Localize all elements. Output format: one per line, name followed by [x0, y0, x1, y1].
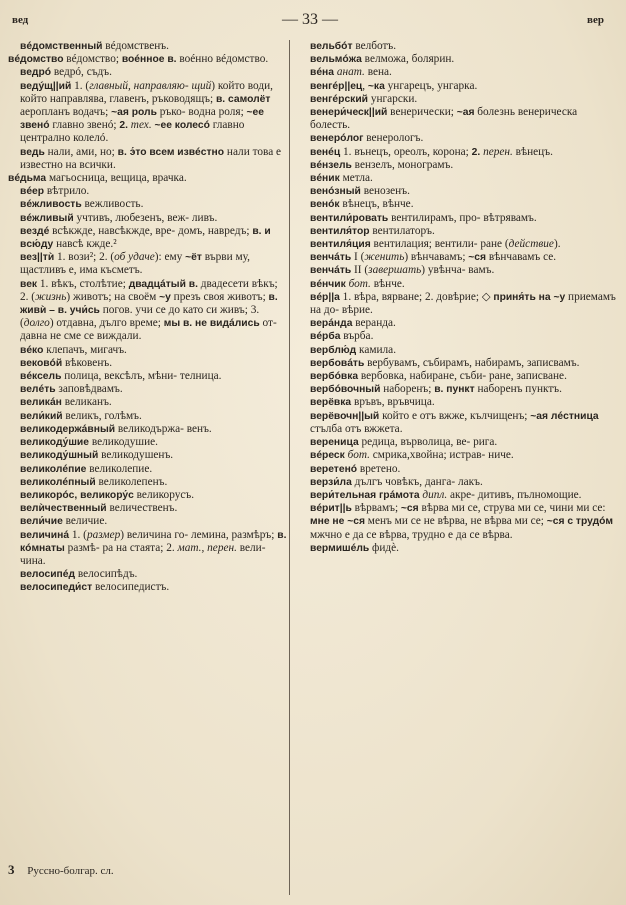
- dictionary-entry: вéжливый учтивъ, любезенъ, веж- ливъ.: [20, 211, 218, 224]
- dictionary-entry: ведýщ||ий 1. (главный, направляю- щий) който води, който направлява, главенъ, ръководящъ; в. самолёт аеропланъ водачъ; ~ая роль ръко- водна роля; ~ее звенó главно звенó; 2. тех. ~ее колесó главно централно колелó.: [20, 79, 273, 145]
- dictionary-entry: венчáть I (женить) вѣнчавамъ; ~ся вѣнчавамъ се.: [310, 251, 557, 264]
- dictionary-entry: вельбóт велботъ.: [310, 40, 397, 52]
- dictionary-entry: вездé всѣкжде, навсѣкжде, вре- домъ, навредъ; в. и вcю́ду навсѣ кжде.²: [20, 224, 271, 251]
- dictionary-entry: венóзный венозенъ.: [310, 185, 410, 198]
- dictionary-entry: вéер вѣтрило.: [20, 185, 90, 198]
- page-footer: [8, 862, 114, 878]
- dictionary-entry: веретенó вретено.: [310, 462, 401, 475]
- dictionary-entry: венóк вѣнецъ, вѣнче.: [310, 198, 414, 211]
- dictionary-entry: вез||тѝ 1. вози²; 2. (об удаче): ему ~ёт върви му, щастливъ е, има късметъ.: [20, 251, 250, 277]
- dictionary-entry: вéжливость вежливость.: [20, 198, 144, 211]
- page-number: — 33 —: [282, 11, 338, 28]
- dictionary-entry: великáн великанъ.: [20, 396, 112, 409]
- dictionary-entry: вербóвочный наборенъ; в. пункт наборенъ пунктъ.: [310, 383, 562, 396]
- dictionary-entry: венери́ческ||ий венерически; ~ая болезнь венерическа болесть.: [310, 106, 578, 132]
- dictionary-entry: вéреск бот. смрика,хвойна; истрав- ниче.: [310, 449, 514, 462]
- column-divider: [289, 40, 290, 895]
- dictionary-entry: верзи́ла дългъ човѣкъ, данга- лакъ.: [310, 475, 483, 488]
- dictionary-entry: вентили́ровать вентилирамъ, про- вѣтрявамъ.: [310, 211, 537, 224]
- dictionary-entry: великорóс, великору́с великорусъ.: [20, 488, 195, 501]
- dictionary-entry: вербóвка вербовка, набиране, съби- ране, записване.: [310, 370, 567, 383]
- dictionary-entry: величинá 1. (размер) величина го- лемина, размѣръ; в. кóмнаты размѣ- ра на стаята; 2. мат., перен. вели- чина.: [20, 528, 287, 567]
- dictionary-entry: вéко клепачъ, мигачъ.: [20, 343, 127, 356]
- dictionary-entry: велéть заповѣдвамъ.: [20, 383, 123, 396]
- dictionary-entry: вентиля́тор вентилаторъ.: [310, 224, 435, 237]
- dictionary-entry: верáнда веранда.: [310, 317, 396, 330]
- dictionary-entry: вéксель полица, вексѣлъ, мѣни- телница.: [20, 370, 222, 383]
- dictionary-entry: вековóй вѣковенъ.: [20, 356, 113, 369]
- dictionary-entry: верблю́д камила.: [310, 343, 397, 356]
- dictionary-entry: верёвочн||ый който е отъ вжже, кълчищенъ; ~ая лéстница стълба отъ вжжета.: [310, 409, 599, 435]
- dictionary-entry: вéник метла.: [310, 172, 373, 185]
- dictionary-entry: венéц 1. вънецъ, ореолъ, корона; 2. перен. вѣнецъ.: [310, 145, 553, 158]
- dictionary-entry: вéр||а 1. вѣра, вярване; 2. довѣрие; ◇ приня́ть на ~у приемамъ на до- вѣрие.: [310, 290, 616, 317]
- signature-text: Руссно-болгар. сл.: [27, 865, 114, 877]
- dictionary-entry: вереница редица, върволица, ве- рига.: [310, 436, 498, 449]
- left-column: [8, 40, 288, 595]
- dictionary-entry: великоду́шный великодушенъ.: [20, 449, 174, 462]
- header-right-guideword: вер: [587, 14, 604, 26]
- right-column: [298, 40, 616, 555]
- dictionary-entry: венчáть II (завершать) увѣнча- вамъ.: [310, 264, 495, 277]
- signature-number: 3: [8, 862, 15, 877]
- dictionary-entry: велѝчественный величественъ.: [20, 502, 178, 515]
- dictionary-entry: вери́тельная грáмота дипл. акре- дитивъ, пълномощие.: [310, 488, 582, 501]
- dictionary-entry: велосипеди́ст велосипедистъ.: [20, 581, 170, 594]
- dictionary-entry: вéнзель вензелъ, монограмъ.: [310, 158, 454, 171]
- dictionary-entry: вербовáть вербувамъ, събирамъ, набирамъ, записвамъ.: [310, 356, 580, 369]
- dictionary-entry: вермишéль фидѐ.: [310, 541, 399, 554]
- dictionary-entry: венгéрский унгарски.: [310, 92, 418, 105]
- dictionary-entry: верёвка връвъ, връвчица.: [310, 396, 435, 409]
- dictionary-entry: ведь нали, ами, но; в. э́то всем извéстно нали това е известно на всички.: [20, 145, 282, 171]
- dictionary-entry: ведрó ведрó, съдъ.: [20, 66, 112, 79]
- dictionary-entry: венерóлог венерологъ.: [310, 132, 424, 145]
- dictionary-entry: великолéпие великолепие.: [20, 462, 153, 475]
- dictionary-entry: вéдомство вéдомство; воéнное в. воéнно вéдомство.: [8, 53, 269, 66]
- dictionary-entry: великолéпный великолепенъ.: [20, 475, 168, 488]
- dictionary-entry: вéна анат. вена.: [310, 66, 392, 79]
- dictionary-entry: вéнчик бот. вѣнче.: [310, 277, 405, 290]
- dictionary-entry: век 1. вѣкъ, столѣтие; двадцáтый в. двадесети вѣкъ; 2. (жизнь) животъ; на своём ~у презъ своя животъ; в. живѝ – в. учи́сь погов. учи се до като си живъ; 3. (долго) отдавна, дълго време; мы в. не видáлись от- давна не сме се виждали.: [20, 277, 278, 343]
- dictionary-entry: вели́чие величие.: [20, 515, 108, 528]
- page-header: [0, 10, 626, 32]
- dictionary-entry: вéрит||ь вѣрвамъ; ~ся вѣрва ми се, струва ми се, чини ми се: мне не ~ся менъ ми се не вѣрва, не вѣрва ми се; ~ся с трудóм мжчно е да се вѣрва, трудно е да се вѣрва.: [310, 502, 614, 541]
- dictionary-entry: вéдьма магьосница, вещица, врачка.: [8, 172, 187, 185]
- dictionary-entry: вéрба върба.: [310, 330, 374, 343]
- dictionary-entry: великоду́шие великодушие.: [20, 436, 159, 449]
- dictionary-entry: вели́кий великъ, голѣмъ.: [20, 409, 142, 422]
- dictionary-entry: вельмóжа велможа, болярин.: [310, 53, 455, 66]
- header-left-guideword: вед: [12, 14, 29, 26]
- dictionary-entry: вентиля́ция вентилация; вентили- ране (действие).: [310, 238, 561, 251]
- dictionary-entry: великодержáвный великодържа- венъ.: [20, 422, 212, 435]
- dictionary-entry: велосипéд велосипѣдъ.: [20, 568, 138, 581]
- dictionary-entry: вéдомственный вéдомственъ.: [20, 40, 169, 52]
- dictionary-entry: венгéр||ец, ~ка унгарецъ, унгарка.: [310, 79, 478, 92]
